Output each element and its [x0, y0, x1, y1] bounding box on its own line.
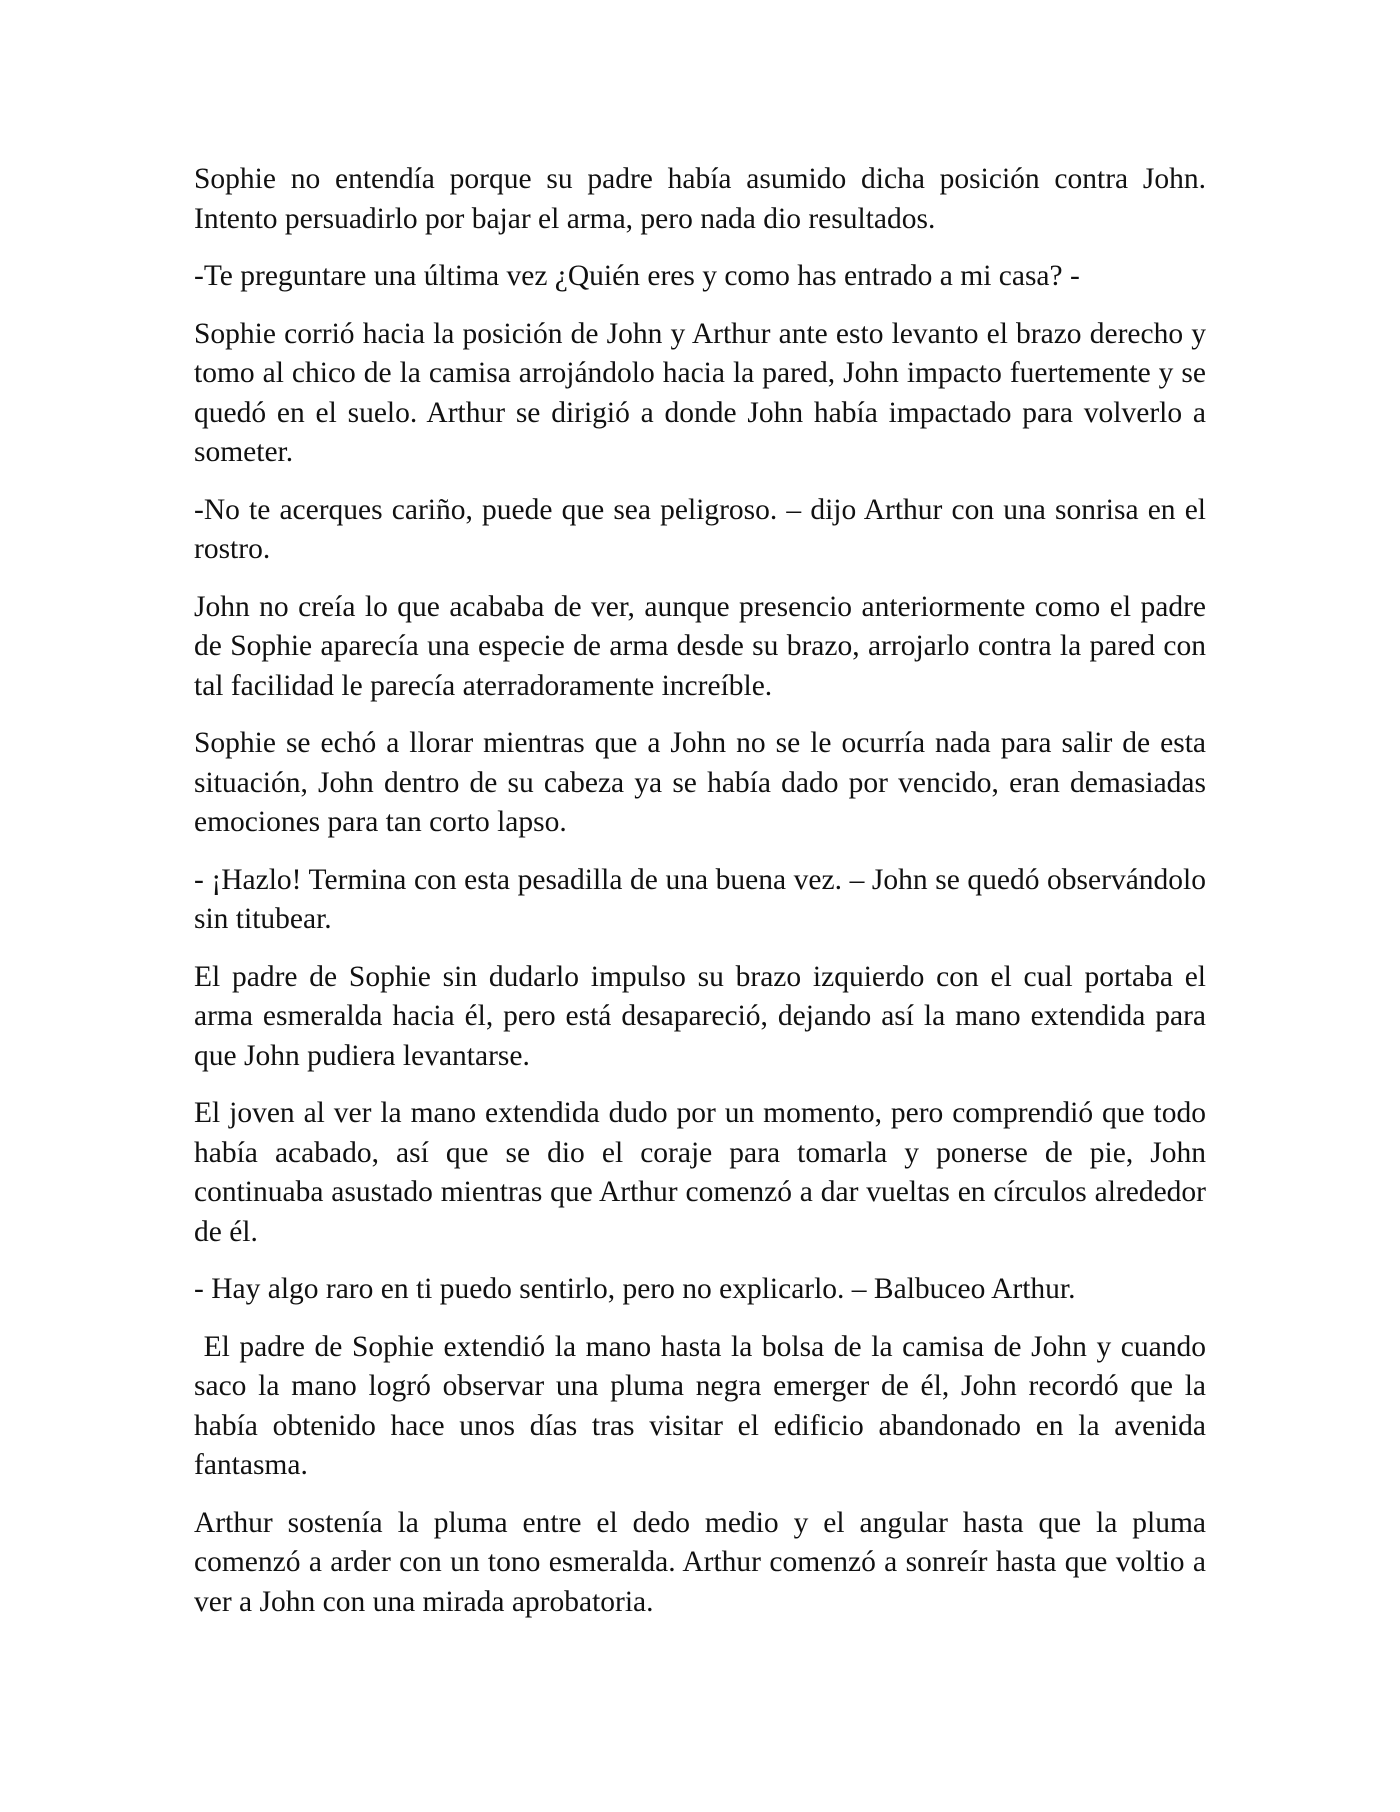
dialogue-line: - ¡Hazlo! Termina con esta pesadilla de una buena vez. – John se quedó observándolo sin titubear. [194, 863, 1206, 935]
paragraph: John no creía lo que acababa de ver, aunque presencio anteriormente como el padre de Sophie aparecía una especie de arma desde su brazo, arrojarlo contra la pared con tal facilidad le parecía aterradoramente increíble. [194, 590, 1206, 702]
dialogue-line: -No te acerques cariño, puede que sea peligroso. – dijo Arthur con una sonrisa en el rostro. [194, 493, 1206, 565]
paragraph: Sophie se echó a llorar mientras que a John no se le ocurría nada para salir de esta situación, John dentro de su cabeza ya se había dado por vencido, eran demasiadas emociones para tan corto lapso. [194, 727, 1206, 838]
dialogue-line: - Hay algo raro en ti puedo sentirlo, pero no explicarlo. – Balbuceo Arthur. [194, 1273, 1076, 1305]
paragraph: Sophie corrió hacia la posición de John y Arthur ante esto levanto el brazo derecho y tomo al chico de la camisa arrojándolo hacia la pared, John impacto fuertemente y se quedó en el suelo. Arthur se dirigió a donde John había impactado para volverlo a someter. [194, 317, 1206, 468]
dialogue-line: -Te preguntare una última vez ¿Quién eres y como has entrado a mi casa? - [194, 260, 1080, 292]
paragraph: El padre de Sophie sin dudarlo impulso su brazo izquierdo con el cual portaba el arma esmeralda hacia él, pero está desapareció, dejando así la mano extendida para que John pudiera levantarse. [194, 960, 1206, 1072]
paragraph: Sophie no entendía porque su padre había asumido dicha posición contra John. Intento persuadirlo por bajar el arma, pero nada dio resultados. [194, 163, 1206, 235]
body-text [194, 160, 1214, 1640]
paragraph: El joven al ver la mano extendida dudo por un momento, pero comprendió que todo había acabado, así que se dio el coraje para tomarla y ponerse de pie, John continuaba asustado mientras que Arthur comenzó a dar vueltas en círculos alrededor de él. [194, 1097, 1206, 1248]
paragraph: El padre de Sophie extendió la mano hasta la bolsa de la camisa de John y cuando saco la mano logró observar una pluma negra emerger de él, John recordó que la había obtenido hace unos días tras visitar el edificio abandonado en la avenida fantasma. [194, 1330, 1214, 1481]
paragraph: Arthur sostenía la pluma entre el dedo medio y el angular hasta que la pluma comenzó a arder con un tono esmeralda. Arthur comenzó a sonreír hasta que voltio a ver a John con una mirada aprobatoria. [194, 1506, 1206, 1618]
